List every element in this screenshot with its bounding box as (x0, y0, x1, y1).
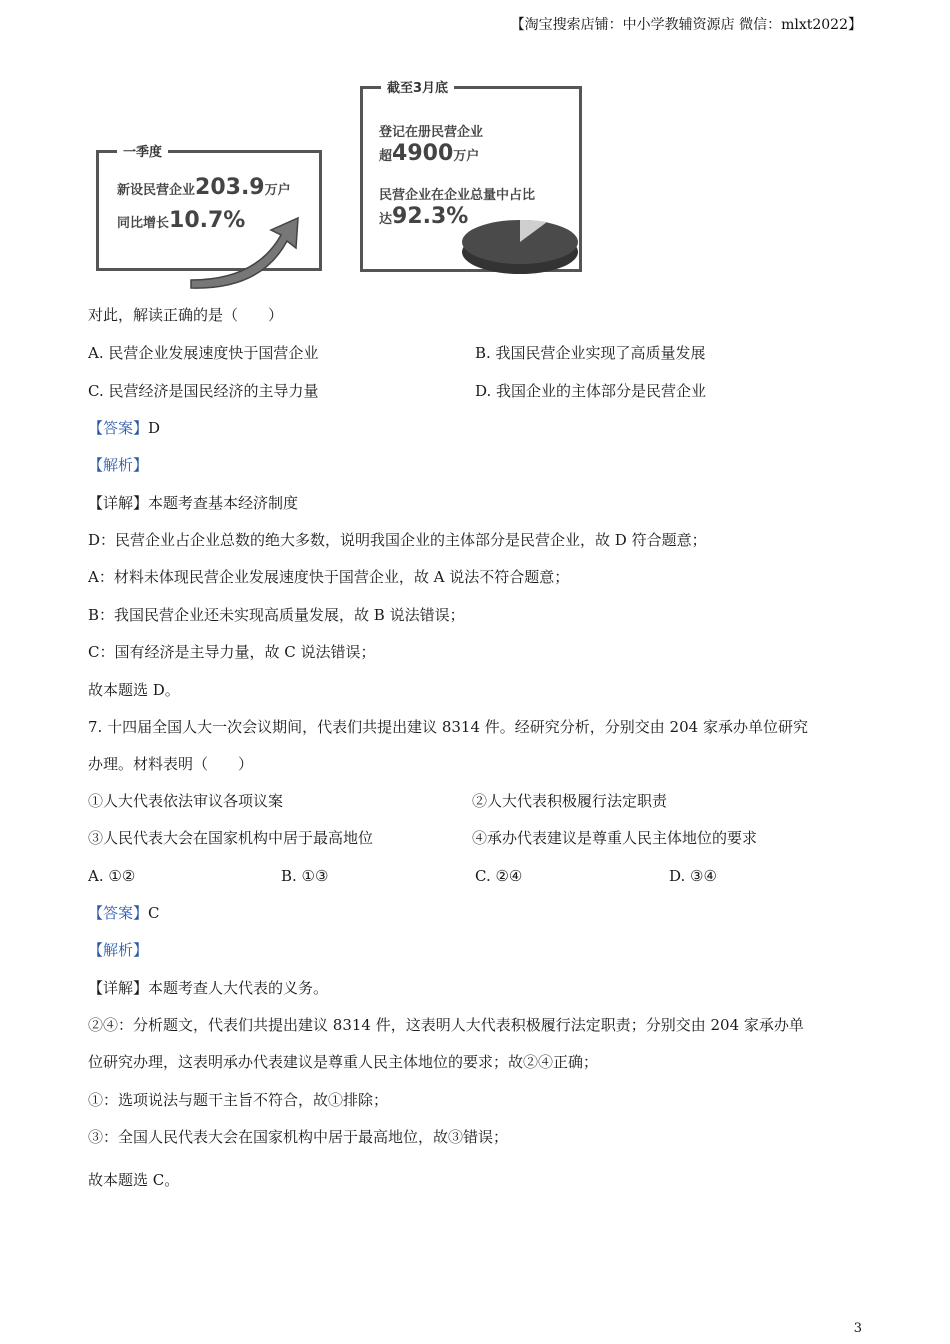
q6-option-a: A. 民营企业发展速度快于国营企业 (88, 344, 319, 362)
q1-line2: 同比增长10.7% (117, 208, 246, 233)
q7-explain-24-line2: 位研究办理，这表明承办代表建议是尊重人民主体地位的要求；故②④正确； (88, 1053, 599, 1071)
growth-arrow-icon (186, 210, 306, 290)
q7-option-c: C. ②④ (475, 867, 523, 885)
q6-option-b: B. 我国民营企业实现了高质量发展 (475, 344, 706, 362)
q7-conclusion: 故本题选 C。 (88, 1171, 180, 1189)
q6-explain-c: C：国有经济是主导力量，故 C 说法错误； (88, 643, 376, 661)
march-line3: 民营企业在企业总量中占比 (379, 188, 536, 203)
q1-line1: 新设民营企业203.9万户 (117, 175, 291, 200)
q7-statement-1: ①人大代表依法审议各项议案 (88, 792, 284, 810)
pie-chart-icon (460, 218, 580, 278)
q7-answer: 【答案】C (88, 904, 160, 922)
q6-answer: 【答案】D (88, 419, 161, 437)
page-header: 【淘宝搜索店铺：中小学教辅资源店 微信：mlxt2022】 (510, 17, 862, 33)
q6-explain-b: B：我国民营企业还未实现高质量发展，故 B 说法错误； (88, 606, 465, 624)
march-line2: 超4900万户 (379, 141, 480, 166)
q7-stem-line2: 办理。材料表明（ ） (88, 755, 254, 773)
q6-explain-a: A：材料未体现民营企业发展速度快于国营企业，故 A 说法不符合题意； (88, 568, 570, 586)
infographic (86, 80, 606, 280)
q7-explain-24-line1: ②④：分析题文，代表们共提出建议 8314 件，这表明人大代表积极履行法定职责；分别交由 204 家承办单 (88, 1016, 804, 1034)
march-title: 截至3月底 (381, 77, 454, 96)
q1-title: 一季度 (117, 141, 168, 160)
march-line1: 登记在册民营企业 (379, 125, 484, 140)
q7-statement-3: ③人民代表大会在国家机构中居于最高地位 (88, 829, 374, 847)
q7-explain-3: ③：全国人民代表大会在国家机构中居于最高地位，故③错误； (88, 1128, 509, 1146)
march-line4: 达92.3% (379, 204, 469, 229)
q6-option-d: D. 我国企业的主体部分是民营企业 (475, 382, 707, 400)
q7-option-a: A. ①② (88, 867, 136, 885)
page-number: 3 (853, 1321, 862, 1336)
q7-explain-1: ①：选项说法与题干主旨不符合，故①排除； (88, 1091, 389, 1109)
q6-analysis-tag: 【解析】 (88, 456, 149, 474)
q6-stem: 对此，解读正确的是（ ） (88, 306, 284, 324)
q7-option-b: B. ①③ (281, 867, 329, 885)
q7-option-d: D. ③④ (669, 867, 717, 885)
q7-detail: 【详解】本题考查人大代表的义务。 (88, 979, 329, 997)
q6-option-c: C. 民营经济是国民经济的主导力量 (88, 382, 319, 400)
q7-statement-2: ②人大代表积极履行法定职责 (472, 792, 668, 810)
q6-explain-d: D：民营企业占企业总数的绝大多数，说明我国企业的主体部分是民营企业，故 D 符合题意； (88, 531, 707, 549)
q7-stem-line1: 7. 十四届全国人大一次会议期间，代表们共提出建议 8314 件。经研究分析，分别交由 204 家承办单位研究 (88, 718, 808, 736)
q6-detail: 【详解】本题考查基本经济制度 (88, 494, 299, 512)
q6-conclusion: 故本题选 D。 (88, 681, 180, 699)
q7-analysis-tag: 【解析】 (88, 941, 149, 959)
q7-statement-4: ④承办代表建议是尊重人民主体地位的要求 (472, 829, 758, 847)
